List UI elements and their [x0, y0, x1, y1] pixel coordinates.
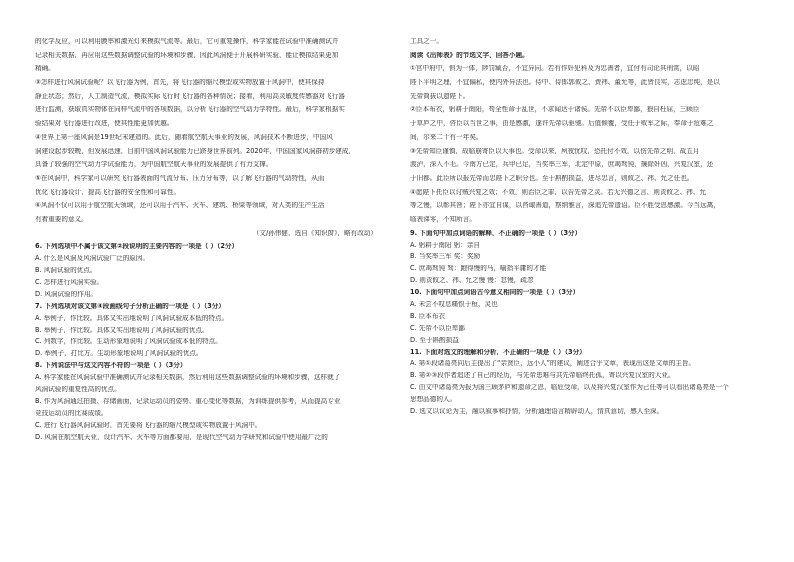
- passage-line: 记录相关数据，再应用这些数据调整试验的环境和步骤，因此风洞便于开展科研实验，能让模拟结果更加: [35, 51, 339, 59]
- option-line: B. 作为风洞通过拍摄、存储画面，记录运动员的姿势、重心变化等数据，为训练提供参考，从而提高专业: [35, 397, 341, 405]
- option-line: A. 第①段诸葛亮向后主提出了“亲贤臣，远小人”的建议，阐述合乎文章，表现出这是文章的主旨。: [410, 360, 696, 368]
- passage-line: 静止状态；然后，人工制造气流，模拟实际飞行时飞行器的各种情况；接着，利用高灵敏度传感器对飞行器: [35, 92, 345, 100]
- option-line: C. 庶竭驽钝 驽：跑得慢的马，喻指平庸的才能: [410, 265, 547, 273]
- passage-line: 的化学反应，可以利用膜率和激光灯来模拟气流等。最后，它可重复操作，科学家能在试验中准确测试并: [35, 38, 339, 45]
- question-7-stem: 7. 下列选项对该文第④段画线句子分析正确的一项是（ ）（3分）: [35, 302, 225, 310]
- option-line: 风洞试验的重复性高的优点。: [35, 386, 121, 393]
- option-line: 思想品德的人。: [410, 396, 457, 403]
- classical-line: 陛下平明之理，不宜偏私，使内外异法也。侍中、侍郎郭攸之、费祎、董允等，此皆良实，志虑忠纯，是以: [410, 79, 720, 86]
- option-line: B. 风洞试验的优点。: [35, 267, 97, 274]
- classical-text: [410, 65, 755, 222]
- option-line: D. 风洞在航空航天业，设计汽车、火车等方面都要用，是现代空气动力学研究和试验中使用最广泛的: [35, 433, 328, 441]
- classical-line: 等之慢，以彰其咎；陛下亦宜自谋，以咨诹善道，察纳雅言，深追先帝遗诏。臣不胜受恩感激。今当远离，: [410, 202, 720, 210]
- option-line: D. 至于斟酌损益: [410, 336, 459, 344]
- option-line: C. 怎样进行风洞实验。: [35, 278, 104, 286]
- passage-line: 进行监测，获取真实物体在同样气流中的各项数据，以分析飞行器的空气动力学特性。最后，科学家根据实: [35, 106, 345, 114]
- option-line: C. 进行飞行器风洞试验时，首先要将飞行器的缩尺模型或实物放置于风洞中。: [35, 421, 262, 429]
- option-line: B. 第②③段作者追述了自己的经历，与先帝患难与共先帝临终托孤，寄以兴复汉室的大业。: [410, 372, 675, 380]
- passage-line: ⑤在风洞中，科学家可以研究飞行器表面的气流分布、压力分布等，以了解飞行器的气动特性，从而: [35, 174, 325, 182]
- question-8-stem: 8. 下列说法中与这文内容不符的一项是（ ）（3分）: [35, 362, 187, 370]
- classical-line: 间，尔来二十有一年矣。: [410, 133, 483, 141]
- passage-line: 洞建设起步较晚，但发展迅速，目前中国风洞试验能力已跻身世界前列。2020年，中国国家风洞群初步建成，: [35, 147, 356, 155]
- passage-line: ⑥风洞不仅可以用于航空航天领域，还可以用于汽车、火车、建筑、桥梁等领域，对人类的生产生活: [35, 202, 325, 210]
- passage-line: 优化飞行器设计，提高飞行器的安全性和可靠性。: [35, 188, 181, 196]
- option-line: D. 选文以议论为主，融以叙事和抒情，分析通理语言精辟动人，情真意切，感人至深。: [410, 407, 664, 415]
- question-10-stem: 10. 下面句中加点词语古今意义相同的一项是（ ）（3分）: [410, 289, 580, 296]
- passage-line: 具备了较强的空气动力学试验能力，为中国航空航天事业的发展提供了有力支撑。: [35, 161, 273, 168]
- classical-line: 于草庐之中，咨臣以当世之事，由是感激，遂许先帝以驱驰。后值倾覆，受任于败军之际，奉命于危难之: [410, 120, 714, 127]
- right-column: [410, 38, 755, 420]
- classical-line: ②臣本布衣，躬耕于南阳，苟全性命于乱世，不求闻达于诸侯。先帝不以臣卑鄙，猥自枉屈，三顾臣: [410, 106, 700, 114]
- option-line: A. 什么是风洞及风洞试验广泛的原因。: [35, 255, 150, 262]
- option-line: A. 未尝不叹息痛恨于桓、灵也: [410, 300, 498, 308]
- reading-instruction: 阅读《出师表》的节选文字，回答小题。: [410, 51, 529, 59]
- passage-source: （文/孙伟健，选自《知识窗》，略有改动）: [252, 229, 377, 237]
- passage-line: 验结果对飞行器进行改进，使其性能更加优越。: [35, 120, 174, 127]
- passage-line: ③怎样进行风洞试验呢？以飞行器为例，首先，将飞行器的缩尺模型或实物放置于风洞中，使其保持: [35, 79, 325, 86]
- passage: [35, 38, 380, 223]
- question-9-stem: 9. 下面句中加点词语的解释，不正确的一项是（ ）（3分）: [410, 229, 582, 237]
- passage-continuation: 工具之一。: [410, 38, 443, 45]
- left-column: [35, 38, 380, 445]
- option-line: C. 列数字，作比较。生动形象地说明了风洞试验成本低的特点。: [35, 338, 222, 346]
- question-11-stem: 11. 下面对选文的理解和分析，不正确的一项是（ ）（3分）: [410, 348, 586, 356]
- passage-line: ④世界上第一座风洞是19世纪末建造的。此后，随着航空航天事业的发展，风洞技术不断进步，中国风: [35, 133, 333, 141]
- questions-6-8: [35, 243, 380, 440]
- option-line: 竞技运动员的比赛成绩。: [35, 409, 108, 417]
- question-6-stem: 6. 下列选项中不属于该文第②段说明的主要内容的一项是（ ）（2分）: [35, 243, 239, 251]
- classical-line: ④愿陛下托臣以讨贼兴复之效；不效，则治臣之罪，以告先帝之灵。若无兴德之言，则责攸之、祎、允: [410, 188, 707, 196]
- questions-9-11: [410, 230, 755, 415]
- option-line: D. 举例子，打比方。生动形象地说明了风洞试验的优点。: [35, 350, 203, 358]
- option-line: C. 先帝不以臣卑鄙: [410, 324, 465, 332]
- classical-line: 临表涕零，不知所言。: [410, 215, 476, 223]
- passage-line: 精确。: [35, 65, 55, 73]
- option-line: B. 臣本布衣: [410, 312, 446, 320]
- classical-line: 先帝简拔以遗陛下。: [410, 92, 470, 100]
- option-line: A. 科学家能在风洞试验中准确测试并记录相关数据，然后利用这些数据调整试验的环境和步骤，这样就了: [35, 374, 341, 381]
- classical-line: 渡泸，深入不毛。今南方已定，兵甲已足，当奖率三军，北定中原，庶竭驽钝，攘除奸凶，兴复汉室，还: [410, 161, 714, 168]
- option-line: A. 举例子，作比较。具体又实出地说明了风洞试验成本低的特点。: [35, 314, 229, 322]
- option-line: B. 当奖率三军 奖：奖励: [410, 253, 481, 261]
- passage-line: 有着重要的意义。: [35, 215, 88, 223]
- option-line: B. 举例子，作比较。具体又实出地说明了风洞试验的优点。: [35, 326, 209, 334]
- classical-line: ③先帝知臣谨慎，故临崩寄臣以大事也。受命以来，夙夜忧叹，恐托付不效，以伤先帝之明，故五月: [410, 147, 700, 155]
- option-line: D. 则责攸之、祎、允之慢 慢：怠慢，疏忽: [410, 277, 534, 284]
- classical-line: 于旧都。此臣所以报先帝而忠陛下之职分也。至于斟酌损益，进尽忠言，则攸之、祎、允之任也。: [410, 174, 694, 182]
- option-line: A. 躬耕于南阳 躬：亲自: [410, 241, 481, 249]
- option-line: C. 由文中诸葛亮为报为国三顾茅庐和遗命之恩，临危受命，以及将兴复汉室作为己任等可以看出诸葛亮是一个: [410, 384, 729, 391]
- classical-line: ①宫中府中，俱为一体，陟罚臧否，不宜异同。若有作奸犯科及为忠善者，宜付有司论其刑赏，以昭: [410, 65, 700, 73]
- option-line: D. 风洞试验的作用。: [35, 290, 98, 298]
